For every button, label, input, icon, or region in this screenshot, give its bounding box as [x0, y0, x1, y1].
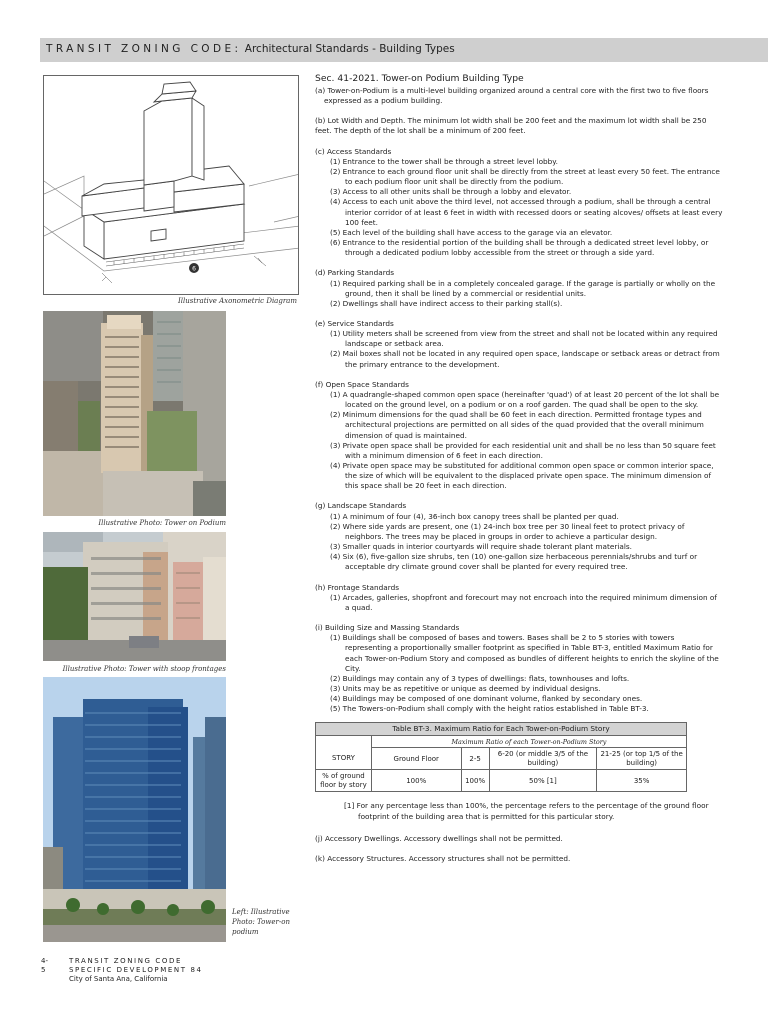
header-subtitle: Architectural Standards - Building Types [241, 43, 455, 55]
list-item: (2) Entrance to each ground floor unit shall be directly from the street at least every 50 feet. The entrance to each podium floor unit shall be directly from the podium. [330, 166, 720, 187]
footer-line1: TRANSIT ZONING CODE [69, 957, 182, 965]
parking-standards [315, 268, 723, 309]
list-item: (4) Private open space may be substituted for additional common open space or common interior space, the size of which will be equivalent to the displaced private open space. The minimum dimension of this space shall be 20 feet in each direction. [330, 461, 714, 491]
axon-caption: Illustrative Axonometric Diagram [178, 297, 297, 305]
open-space-standards [315, 380, 723, 492]
para-k: (k) Accessory Structures. Accessory structures shall not be permitted. [315, 853, 571, 863]
list-item: (3) Access to all other units shall be through a lobby and elevator. [330, 187, 572, 197]
table-note: [1] For any percentage less than 100%, the percentage refers to the percentage of the ground floor footprint of the building area that is permitted for this particular story. [344, 801, 709, 821]
photo2-caption: Illustrative Photo: Tower with stoop frontages [62, 665, 226, 673]
list-item: (1) Required parking shall be in a completely concealed garage. If the garage is partially or wholly on the ground, then it shall be lined by a commercial or residential units. [330, 278, 716, 298]
parking-standards-head: (d) Parking Standards [315, 268, 395, 278]
table-title: Table BT-3. Maximum Ratio for Each Tower-on-Podium Story [316, 723, 687, 736]
para-a: (a) Tower-on-Podium is a multi-level building organized around a central core with the first two to five floors expressed as a podium building. [315, 86, 709, 106]
table-blank-cell [316, 736, 372, 748]
table-cell: 50% [1] [489, 770, 597, 792]
photo-tower-on-podium [43, 311, 226, 516]
list-item: (2) Minimum dimensions for the quad shall be 60 feet in each direction. Permitted frontage types and architectural projections are permitted on all sides of the quad provided that the overall minimum dimension of quad is maintained. [330, 410, 704, 440]
list-item: (3) Private open space shall be provided for each residential unit and shall be no less than 50 square feet with a minimum dimension of 6 feet in each direction. [330, 440, 716, 460]
landscape-standards-head: (g) Landscape Standards [315, 501, 407, 511]
list-item: (2) Mail boxes shall not be located in any required open space, landscape or setback areas or detract from the primary entrance to the development. [330, 349, 720, 369]
running-header [40, 38, 768, 62]
list-item: (1) Arcades, galleries, shopfront and forecourt may not encroach into the required minimum dimension of a quad. [330, 592, 717, 612]
footer-line3: City of Santa Ana, California [69, 975, 168, 984]
photo-stoop-frontages-image [43, 532, 226, 661]
service-standards [315, 319, 723, 370]
list-item: (1) Entrance to the tower shall be through a street level lobby. [330, 156, 558, 166]
para-j: (j) Accessory Dwellings. Accessory dwellings shall not be permitted. [315, 833, 563, 843]
list-item: (4) Buildings may be composed of one dominant volume, flanked by secondary ones. [330, 694, 643, 704]
section-body [315, 73, 723, 874]
access-standards [315, 147, 723, 259]
service-standards-head: (e) Service Standards [315, 318, 394, 328]
list-item: (3) Units may be as repetitive or unique as deemed by individual designs. [330, 683, 601, 693]
table-cell: 35% [597, 770, 687, 792]
footer-line2: SPECIFIC DEVELOPMENT 84 [69, 966, 203, 975]
frontage-standards [315, 583, 723, 613]
table-col: 21-25 (or top 1/5 of the building) [597, 748, 687, 770]
photo-glass-tower [43, 677, 226, 942]
list-item: (5) The Towers-on-Podium shall comply with the height ratios established in Table BT-3. [330, 704, 649, 714]
axonometric-diagram [43, 75, 299, 295]
list-item: (1) A minimum of four (4), 36-inch box canopy trees shall be planted per quad. [330, 511, 619, 521]
landscape-standards [315, 501, 723, 572]
list-item: (2) Buildings may contain any of 3 types of dwellings: flats, townhouses and lofts. [330, 673, 630, 683]
table-col: 2-5 [461, 748, 489, 770]
axonometric-drawing [44, 76, 299, 295]
table-bt3 [315, 722, 687, 792]
list-item: (4) Six (6), five-gallon size shrubs, ten (10) one-gallon size herbaceous perennials/shrubs and turf or acceptable dry climate ground cover shall be planted for every required tree. [330, 552, 698, 572]
table-cell: 100% [461, 770, 489, 792]
list-item: (3) Smaller quads in interior courtyards will require shade tolerant plant materials. [330, 542, 632, 552]
table-col: Ground Floor [371, 748, 461, 770]
page-number: 4-5 [41, 957, 48, 975]
list-item: (1) Buildings shall be composed of bases and towers. Bases shall be 2 to 5 stories with towers representing a proportionally smaller footprint as specified in Table BT-3, entitled Maximum Ratio for each Tower-on-Podium Story and composed as bundles of different heights to enrich the skyline of the City. [330, 633, 719, 673]
table-col: 6-20 (or middle 3/5 of the building) [489, 748, 597, 770]
list-item: (1) A quadrangle-shaped common open space (hereinafter 'quad') of at least 20 percent of the lot shall be located on the ground level, on a podium or on a roof garden. The quad shall be open to the sky. [330, 389, 720, 410]
table-subheader: Maximum Ratio of each Tower-on-Podium Story [371, 736, 686, 748]
photo1-caption: Illustrative Photo: Tower on Podium [98, 519, 226, 527]
list-item: (1) Utility meters shall be screened from view from the street and shall not be located within any required landscape or setback area. [330, 329, 718, 349]
header-code: TRANSIT ZONING CODE: [46, 43, 242, 55]
massing-standards-head: (i) Building Size and Massing Standards [315, 623, 460, 633]
para-b: (b) Lot Width and Depth. The minimum lot width shall be 200 feet and the maximum lot width shall be 250 feet. The depth of the lot shall be a minimum of 200 feet. [315, 116, 707, 136]
list-item: (4) Access to each unit above the third level, not accessed through a podium, shall be through a central interior corridor of at least 6 feet in width with recessed doors or seating alcoves/ offsets at least every 100 feet. [330, 197, 723, 227]
table-row-label: % of ground floor by story [316, 770, 372, 792]
list-item: (2) Dwellings shall have indirect access to their parking stall(s). [330, 298, 563, 308]
table-col-story: STORY [316, 748, 372, 770]
photo-glass-tower-image [43, 677, 226, 942]
photo3-caption: Left: Illustrative Photo: Tower-on podium [232, 908, 290, 936]
list-item: (6) Entrance to the residential portion of the building shall be through a dedicated street level lobby, or through a dedicated podium lobby accessible from the street or through a side yard. [330, 238, 709, 258]
open-space-standards-head: (f) Open Space Standards [315, 379, 409, 389]
table-cell: 100% [371, 770, 461, 792]
axon-marker: 6 [192, 265, 196, 273]
frontage-standards-head: (h) Frontage Standards [315, 582, 400, 592]
list-item: (5) Each level of the building shall have access to the garage via an elevator. [330, 227, 613, 237]
photo-tower-on-podium-image [43, 311, 226, 516]
list-item: (2) Where side yards are present, one (1) 24-inch box tree per 30 lineal feet to protect privacy of neighbors. The trees may be placed in groups in order to achieve a particular design. [330, 521, 685, 541]
section-title: Sec. 41-2021. Tower-on Podium Building Type [315, 73, 524, 84]
access-standards-head: (c) Access Standards [315, 146, 392, 156]
massing-standards [315, 623, 723, 714]
photo-stoop-frontages [43, 532, 226, 661]
